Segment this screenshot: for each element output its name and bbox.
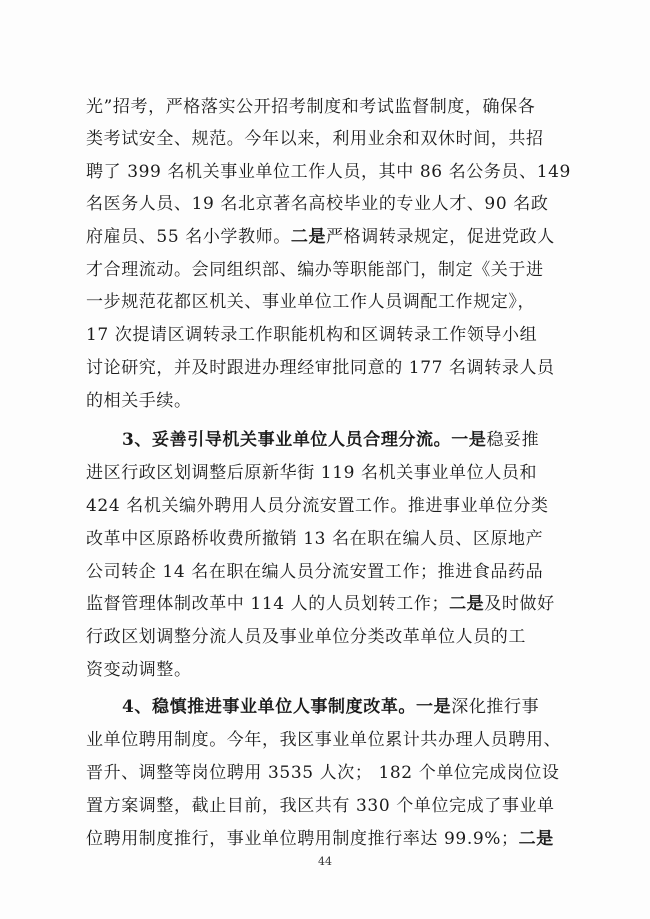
text-line: [122, 695, 572, 719]
text-line: [86, 389, 572, 413]
text-run: 公司转企 14 名在职在编人员分流安置工作；推进食品药品: [86, 562, 544, 582]
text-line: [122, 428, 572, 452]
text-run: 的相关手续。: [86, 391, 192, 411]
text-line: [86, 461, 572, 485]
text-line: [86, 290, 572, 314]
text-line: [86, 761, 572, 785]
text-run: 行政区划调整分流人员及事业单位分类改革单位人员的工: [86, 627, 526, 647]
text-line: [86, 95, 572, 119]
text-run: 类考试安全、规范。今年以来，利用业余和双休时间，共招: [86, 129, 544, 149]
text-run: 置方案调整，截止目前，我区共有 330 个单位完成了事业单: [86, 796, 555, 816]
text-line: [86, 827, 572, 851]
text-run: 讨论研究，并及时跟进办理经审批同意的 177 名调转录人员: [86, 358, 555, 378]
text-line: [86, 658, 572, 682]
text-line: [86, 625, 572, 649]
text-line: [86, 560, 572, 584]
text-run: 聘了 399 名机关事业单位工作人员，其中 86 名公务员、149: [86, 162, 571, 182]
text-run: 监督管理体制改革中 114 人的人员划转工作；: [86, 594, 450, 614]
bold-text: 3、妥善引导机关事业单位人员合理分流。一是: [122, 430, 487, 450]
bold-text: 二是: [290, 227, 327, 247]
text-line: [86, 258, 572, 282]
text-line: [86, 225, 572, 249]
text-run: 晋升、调整等岗位聘用 3535 人次； 182 个单位完成岗位设: [86, 763, 560, 783]
text-run: 进区行政区划调整后原新华街 119 名机关事业单位人员和: [86, 463, 538, 483]
text-line: [86, 592, 572, 616]
text-run: 业单位聘用制度。今年，我区事业单位累计共办理人员聘用、: [86, 730, 562, 750]
bold-text: 4、稳慎推进事业单位人事制度改革。一是: [122, 697, 452, 717]
text-run: 17 次提请区调转录工作职能机构和区调转录工作领导小组: [86, 325, 538, 345]
bold-text: 二是: [449, 594, 485, 614]
text-line: [86, 494, 572, 518]
text-run: 424 名机关编外聘用人员分流安置工作。推进事业单位分类: [86, 496, 549, 516]
text-line: [86, 127, 572, 151]
text-line: [86, 160, 572, 184]
text-line: [86, 728, 572, 752]
text-run: 及时做好: [484, 594, 555, 614]
text-line: [86, 527, 572, 551]
text-run: 改革中区原路桥收费所撤销 13 名在职在编人员、区原地产: [86, 529, 544, 549]
text-line: [86, 323, 572, 347]
text-line: [86, 794, 572, 818]
text-run: 资变动调整。: [86, 660, 192, 680]
text-run: 一步规范花都区机关、事业单位工作人员调配工作规定》，: [86, 292, 536, 312]
text-run: 严格调转录规定，促进党政人: [326, 227, 555, 247]
bold-text: 二是: [518, 829, 554, 849]
text-run: 府雇员、55 名小学教师。: [86, 227, 291, 247]
text-run: 才合理流动。会同组织部、编办等职能部门，制定《关于进: [86, 260, 544, 280]
text-run: 名医务人员、19 名北京著名高校毕业的专业人才、90 名政: [86, 194, 549, 214]
page-number: 44: [318, 855, 332, 868]
text-run: 深化推行事: [451, 697, 540, 717]
text-run: 位聘用制度推行，事业单位聘用制度推行率达 99.9%；: [86, 829, 519, 849]
text-run: 稳妥推: [486, 430, 540, 450]
text-run: 光”招考，严格落实公开招考制度和考试监督制度，确保各: [86, 97, 536, 117]
text-line: [86, 356, 572, 380]
text-line: [86, 192, 572, 216]
